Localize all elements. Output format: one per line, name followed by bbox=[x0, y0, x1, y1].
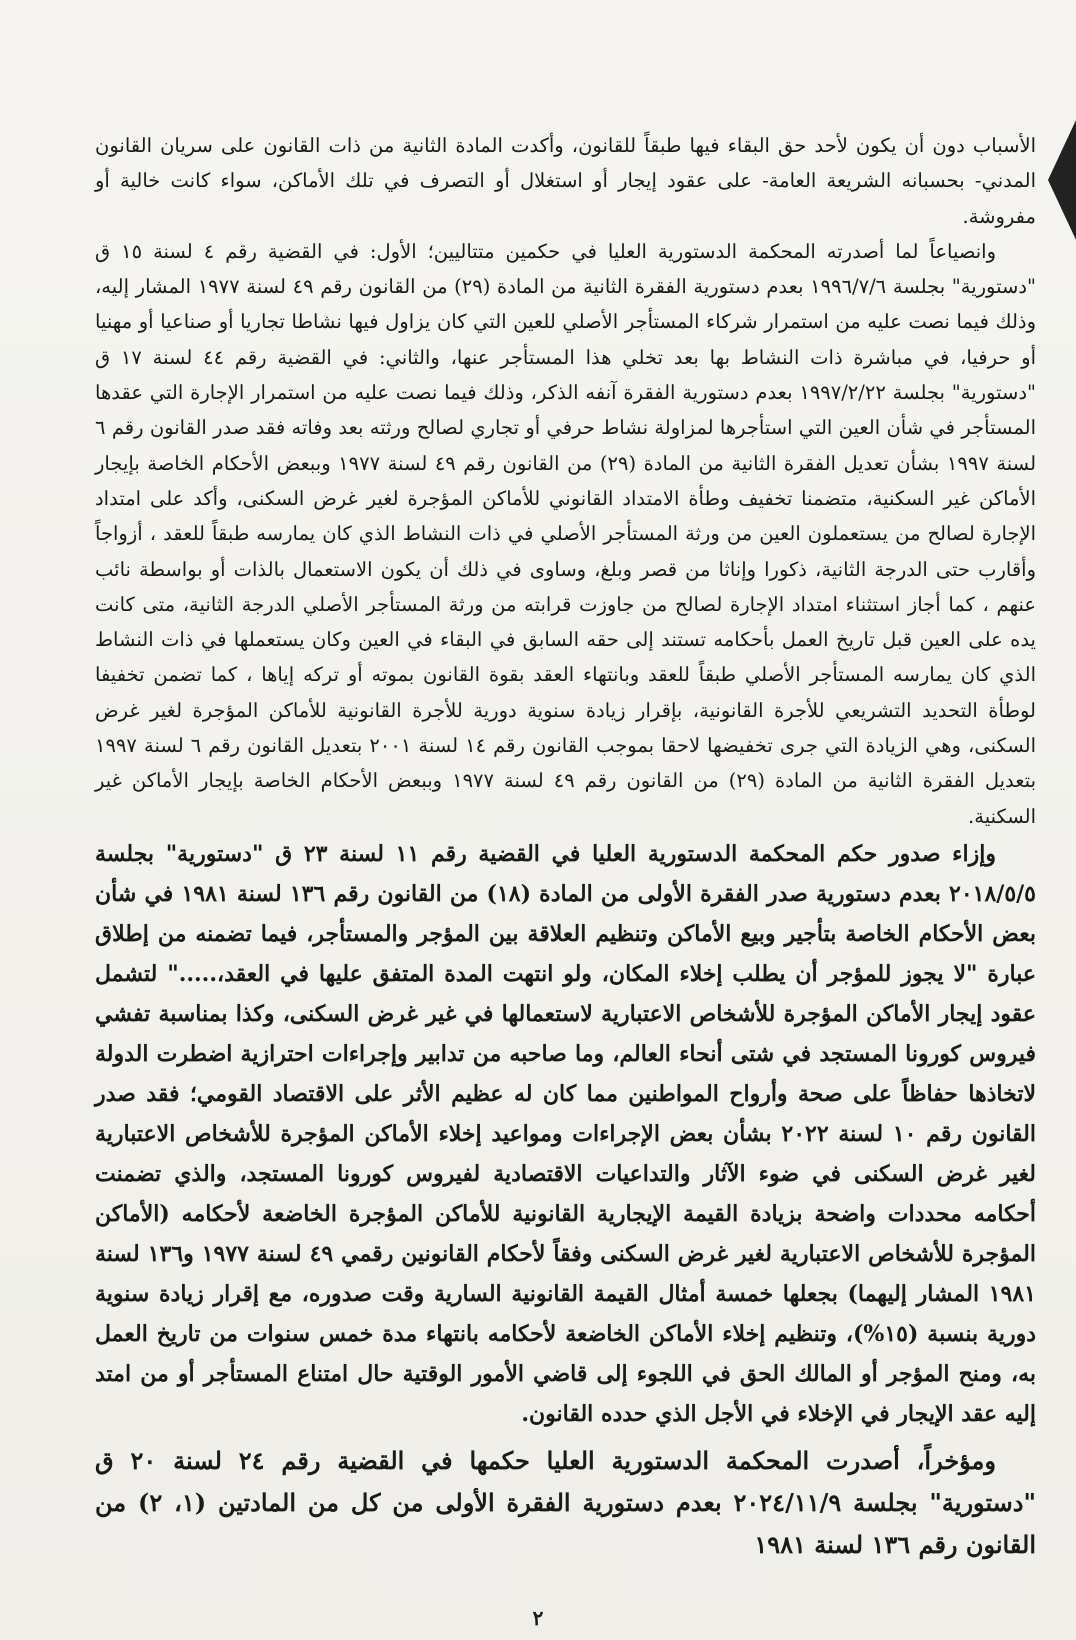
paragraph-2: وانصياعاً لما أصدرته المحكمة الدستورية العليا في حكمين متتاليين؛ الأول: في القضية رقم ٤ لسنة ١٥ ق "دستورية" بجلسة ١٩٩٦/٧/٦ بعدم دستورية الفقرة الثانية من المادة (٢٩) من القانون رقم ٤٩ لسنة ١٩٧٧ المشار إليه، وذلك فيما نصت عليه من استمرار شركاء المستأجر الأصلي للعين التي كان يزاول فيها نشاطا تجاريا أو صناعيا أو مهنيا أو حرفيا، في مباشرة ذات النشاط بها بعد تخلي هذا المستأجر عنها، والثاني: في القضية رقم ٤٤ لسنة ١٧ ق "دستورية" بجلسة ١٩٩٧/٢/٢٢ بعدم دستورية الفقرة آنفه الذكر، وذلك فيما نصت عليه من استمرار الإجارة التي عقدها المستأجر في شأن العين التي استأجرها لمزاولة نشاط حرفي أو تجاري لصالح ورثته بعد وفاته فقد صدر القانون رقم ٦ لسنة ١٩٩٧ بشأن تعديل الفقرة الثانية من المادة (٢٩) من القانون رقم ٤٩ لسنة ١٩٧٧ وببعض الأحكام الخاصة بإيجار الأماكن غير السكنية، متضمنا تخفيف وطأة الامتداد القانوني للأماكن المؤجرة لغير غرض السكنى، وأكد على امتداد الإجارة لصالح من يستعملون العين من ورثة المستأجر الأصلي في ذات النشاط الذي كان يمارسه طبقاً للعقد ، أزواجاً وأقارب حتى الدرجة الثانية، ذكورا وإناثا من قصر وبلغ، وساوى في ذلك أن يكون الاستعمال بالذات أو بواسطة نائب عنهم ، كما أجاز استثناء امتداد الإجارة لصالح من جاوزت قرابته من ورثة المستأجر الأصلي الدرجة الثانية، متى كانت يده على العين قبل تاريخ العمل بأحكامه تستند إلى حقه السابق في البقاء في العين وكان يستعملها في ذات النشاط الذي كان يمارسه المستأجر الأصلي طبقاً للعقد وبانتهاء العقد بقوة القانون بموته أو تركه إياها ، كما تضمن تخفيفا لوطأة التحديد التشريعي للأجرة القانونية، بإقرار زيادة سنوية دورية للأجرة القانونية للأماكن المؤجرة لغير غرض السكنى، وهي الزيادة التي جرى تخفيضها لاحقا بموجب القانون رقم ١٤ لسنة ٢٠٠١ بتعديل القانون رقم ٦ لسنة ١٩٩٧ بتعديل الفقرة الثانية من المادة (٢٩) من القانون رقم ٤٩ لسنة ١٩٧٧ وببعض الأحكام الخاصة بإيجار الأماكن غير السكنية. bbox=[95, 239, 1037, 828]
page-edge-shadow bbox=[1048, 120, 1076, 240]
paragraph-4: ومؤخراً، أصدرت المحكمة الدستورية العليا حكمها في القضية رقم ٢٤ لسنة ٢٠ ق "دستورية" بجلسة ٢٠٢٤/١١/٩ بعدم دستورية الفقرة الأولى من كل من المادتين (١، ٢) من القانون رقم ١٣٦ لسنة ١٩٨١ bbox=[95, 1445, 1036, 1559]
paragraph-1: الأسباب دون أن يكون لأحد حق البقاء فيها طبقاً للقانون، وأكدت المادة الثانية من ذات القانون على سريان القانون المدني- بحسبانه الشريعة العامة- على عقود إيجار أو استغلال أو التصرف في تلك الأماكن، سواء كانت خالية أو مفروشة. bbox=[95, 134, 1036, 228]
page-number: ٢ bbox=[532, 1606, 544, 1630]
paragraph-3: وإزاء صدور حكم المحكمة الدستورية العليا في القضية رقم ١١ لسنة ٢٣ ق "دستورية" بجلسة ٢٠١٨/٥/٥ بعدم دستورية صدر الفقرة الأولى من المادة (١٨) من القانون رقم ١٣٦ لسنة ١٩٨١ في شأن بعض الأحكام الخاصة بتأجير وبيع الأماكن وتنظيم العلاقة بين المؤجر والمستأجر، فيما تضمنه من إطلاق عبارة "لا يجوز للمؤجر أن يطلب إخلاء المكان، ولو انتهت المدة المتفق عليها في العقد،....." لتشمل عقود إيجار الأماكن المؤجرة للأشخاص الاعتبارية لاستعمالها في غير غرض السكنى، وكذا بمناسبة تفشي فيروس كورونا المستجد في شتى أنحاء العالم، وما صاحبه من تدابير وإجراءات احترازية اضطرت الدولة لاتخاذها حفاظاً على صحة وأرواح المواطنين مما كان له عظيم الأثر على الاقتصاد القومي؛ فقد صدر القانون رقم ١٠ لسنة ٢٠٢٢ بشأن بعض الإجراءات ومواعيد إخلاء الأماكن المؤجرة للأشخاص الاعتبارية لغير غرض السكنى في ضوء الآثار والتداعيات الاقتصادية لفيروس كورونا المستجد، والذي تضمنت أحكامه محددات واضحة بزيادة القيمة الإيجارية القانونية للأماكن المؤجرة الخاضعة لأحكامه (الأماكن المؤجرة للأشخاص الاعتبارية لغير غرض السكنى وفقاً لأحكام القانونين رقمي ٤٩ لسنة ١٩٧٧ و١٣٦ لسنة ١٩٨١ المشار إليهما) بجعلها خمسة أمثال القيمة القانونية السارية وقت صدوره، مع إقرار زيادة سنوية دورية بنسبة (١٥%)، وتنظيم إخلاء الأماكن الخاضعة لأحكامه بانتهاء مدة خمس سنوات من تاريخ العمل به، ومنح المؤجر أو المالك الحق في اللجوء إلى قاضي الأمور الوقتية حال امتناع المستأجر أو من امتد إليه عقد الإيجار في الإخلاء في الأجل الذي حدده القانون. bbox=[95, 840, 1037, 1427]
document-body bbox=[95, 128, 1036, 1566]
